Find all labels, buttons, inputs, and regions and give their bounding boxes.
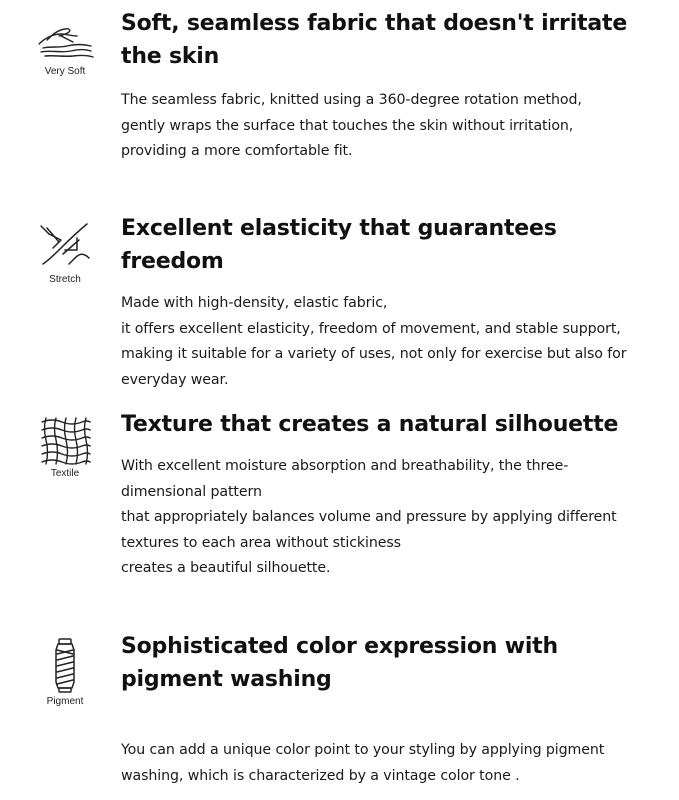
feature-title: Sophisticated color expression with pigment washing (121, 634, 558, 692)
icon-caption: Textile (50, 468, 80, 479)
icon-caption: Very Soft (44, 66, 86, 77)
description-line: dimensional pattern (121, 483, 262, 500)
feature-title: Soft, seamless fabric that doesn't irritate the skin (121, 11, 628, 69)
description-line: Made with high-density, elastic fabric, (121, 295, 388, 311)
feature-soft (0, 0, 679, 200)
hand-icon (26, 24, 104, 64)
feature-title: Texture that creates a natural silhouette (121, 412, 619, 437)
feature-icon-group (26, 414, 104, 479)
description-line: textures to each area without stickiness (121, 534, 401, 551)
feature-text (121, 212, 651, 393)
description-line: The seamless fabric, knitted using a 360-degree rotation method, (121, 92, 582, 108)
description-line: You can add a unique color point to your styling by applying pigment (121, 742, 605, 758)
feature-pigment (0, 610, 679, 800)
feature-description (121, 291, 651, 393)
feature-title: Excellent elasticity that guarantees freedom (121, 216, 557, 274)
stretch-arrows-icon (26, 218, 104, 272)
feature-description (121, 738, 651, 789)
thread-spool-icon (26, 636, 104, 694)
icon-caption: Stretch (49, 274, 81, 285)
description-line: it offers excellent elasticity, freedom of movement, and stable support, (121, 320, 621, 337)
feature-icon-group (26, 636, 104, 707)
feature-text (121, 630, 651, 789)
description-line: everyday wear. (121, 371, 229, 388)
feature-description (121, 454, 651, 582)
description-line: making it suitable for a variety of uses, not only for exercise but also for (121, 346, 627, 362)
feature-text (121, 7, 651, 165)
feature-icon-group (26, 24, 104, 77)
feature-icon-group (26, 218, 104, 285)
icon-caption: Pigment (46, 696, 84, 707)
feature-stretch (0, 200, 679, 400)
description-line: washing, which is characterized by a vintage color tone . (121, 767, 520, 784)
description-line: that appropriately balances volume and pressure by applying different (121, 509, 617, 525)
textile-weave-icon (26, 414, 104, 466)
description-line: providing a more comfortable fit. (121, 143, 353, 159)
feature-text (121, 408, 651, 582)
description-line: gently wraps the surface that touches the skin without irritation, (121, 117, 574, 134)
feature-textile (0, 400, 679, 610)
description-line: With excellent moisture absorption and breathability, the three- (121, 458, 569, 474)
feature-description (121, 88, 651, 165)
description-line: creates a beautiful silhouette. (121, 560, 331, 576)
